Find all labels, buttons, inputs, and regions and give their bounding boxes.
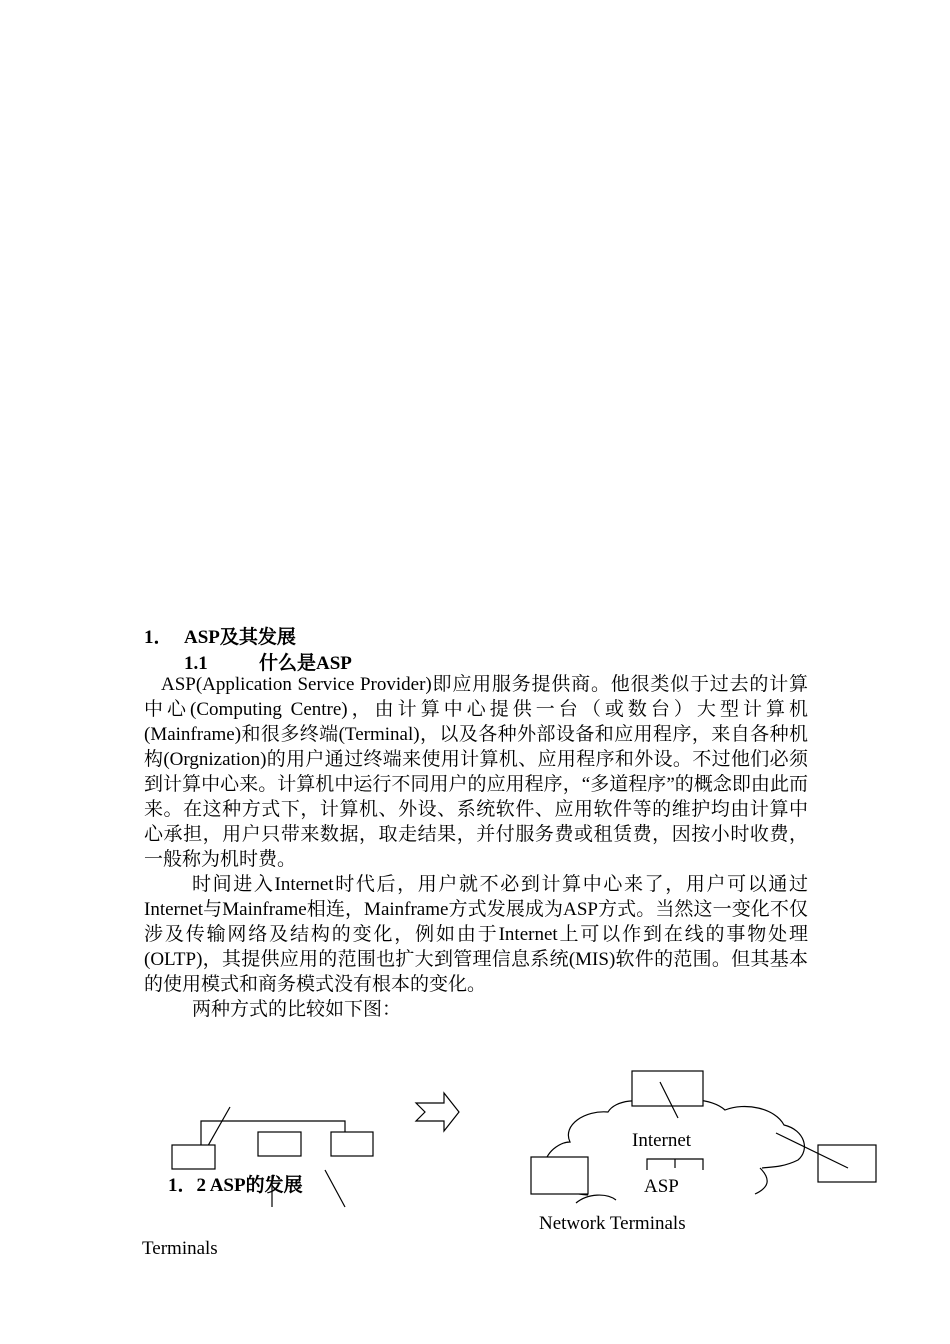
terminal-box	[331, 1132, 373, 1156]
terminal-box	[258, 1132, 301, 1156]
transition-arrow-icon	[416, 1093, 459, 1131]
asp-bracket	[647, 1159, 703, 1170]
connector-line	[660, 1082, 678, 1118]
internet-label: Internet	[632, 1130, 692, 1151]
body-text	[144, 672, 808, 1022]
network-terminals-label: Network Terminals	[539, 1213, 686, 1234]
section-1-1-number: 1.1	[184, 653, 208, 674]
internet-cloud	[531, 1071, 876, 1203]
cloud-outline	[755, 1168, 767, 1194]
network-terminal-box	[531, 1157, 588, 1194]
server-box	[632, 1071, 703, 1106]
connector-line	[325, 1170, 345, 1207]
network-terminal-box	[818, 1145, 876, 1182]
section-1-heading	[144, 622, 296, 649]
paragraph-3: 两种方式的比较如下图：	[192, 999, 402, 1020]
connector-line	[201, 1107, 230, 1158]
connector-line	[776, 1133, 848, 1168]
terminal-box	[172, 1145, 215, 1169]
section-1-number: 1．	[144, 627, 173, 648]
paragraph-1: ASP(Application Service Provider)即应用服务提供商。他很类似于过去的计算中心(Computing Centre)，由计算中心提供一台（或数台）大型计算机(Mainframe)和很多终端(Terminal)，以及各种外部设备和应用程序，来自各种机构(Orgnization)的用户通过终端来使用计算机、应用程序和外设。不过他们必须到计算中心来。计算机中运行不同用户的应用程序，“多道程序”的概念即由此而来。在这种方式下，计算机、外设、系统软件、应用软件等的维护均由计算中心承担，用户只带来数据，取走结果，并付服务费或租赁费，因按小时收费，一般称为机时费。	[144, 674, 808, 870]
cloud-outline	[576, 1195, 616, 1203]
section-1-title: ASP及其发展	[184, 627, 296, 648]
section-1-2-heading: 1．2 ASP的发展	[168, 1175, 303, 1196]
paragraph-2: 时间进入Internet时代后，用户就不必到计算中心来了，用户可以通过Internet与Mainframe相连，Mainframe方式发展成为ASP方式。当然这一变化不仅涉及传输网络及结构的变化，例如由于Internet上可以作到在线的事物处理(OLTP)，其提供应用的范围也扩大到管理信息系统(MIS)软件的范围。但其基本的使用模式和商务模式没有根本的变化。	[144, 874, 808, 995]
terminals-label: Terminals	[142, 1238, 218, 1259]
mainframe-bus-line	[201, 1121, 345, 1145]
section-1-1-title: 什么是ASP	[259, 653, 352, 674]
asp-label: ASP	[644, 1176, 679, 1197]
section-1-1-heading	[184, 648, 352, 675]
